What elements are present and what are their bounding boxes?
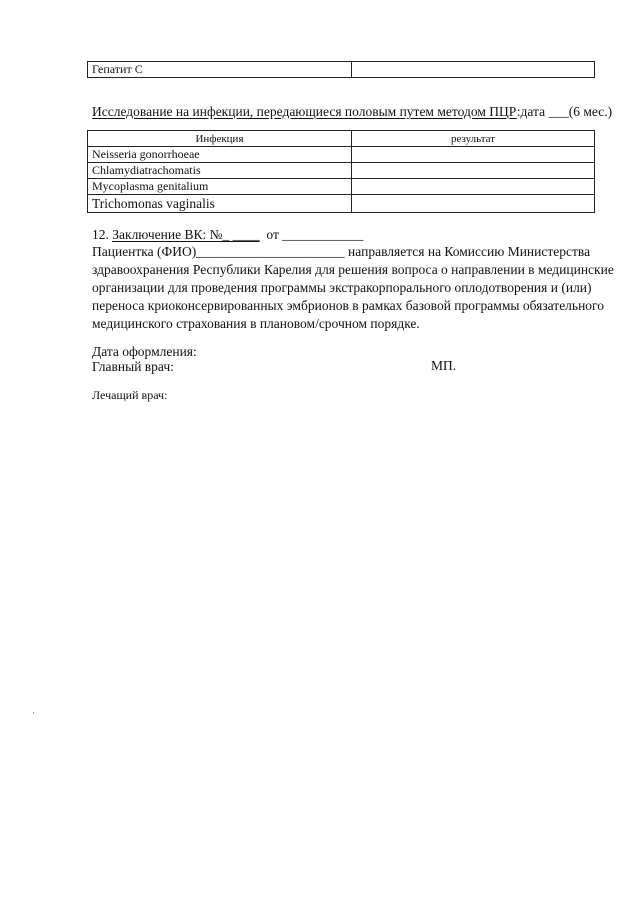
attending-doctor-label: Лечащий врач: <box>92 388 168 402</box>
row-value[interactable] <box>352 147 595 163</box>
conclusion-line-5: медицинского страхования в плановом/срочном порядке. <box>92 316 420 331</box>
conclusion-line-3: организации для проведения программы экстракорпорального оплодотворения и (или) <box>92 280 592 295</box>
infection-table <box>87 130 595 213</box>
table-row <box>88 62 595 78</box>
chief-doctor-label: Главный врач: <box>92 359 174 374</box>
table-row <box>88 147 595 163</box>
conclusion-date-blank: ____________ <box>282 227 364 242</box>
scan-speck <box>33 712 34 714</box>
row-value[interactable] <box>352 179 595 195</box>
row-label: Гепатит С <box>88 62 352 78</box>
date-label: Дата оформления: <box>92 344 197 359</box>
conclusion-line-2: здравоохранения Республики Карелия для решения вопроса о направлении в медицинские <box>92 262 614 277</box>
row-label: Mycoplasma genitalium <box>88 179 352 195</box>
row-value[interactable] <box>352 163 595 179</box>
conclusion-number-blank: _ ____ <box>222 227 260 242</box>
infection-table-header <box>88 131 595 147</box>
column-header-infection: Инфекция <box>88 131 352 147</box>
conclusion-number: 12. <box>92 227 113 242</box>
conclusion-heading <box>92 226 363 244</box>
row-label: Chlamydiatrachomatis <box>88 163 352 179</box>
table-row <box>88 195 595 213</box>
row-label: Trichomonas vaginalis <box>88 195 352 213</box>
row-value[interactable] <box>352 62 595 78</box>
stamp-placeholder: МП. <box>431 358 457 373</box>
pcr-section-title <box>92 104 612 120</box>
hepatitis-table <box>87 61 595 78</box>
conclusion-line-1: Пациентка (ФИО)______________________ направляется на Комиссию Министерства <box>92 244 591 259</box>
column-header-result: результат <box>352 131 595 147</box>
pcr-title-date: :дата ___(6 мес.) <box>516 104 613 119</box>
table-row <box>88 179 595 195</box>
conclusion-label: Заключение ВК: № <box>112 227 223 242</box>
row-label: Neisseria gonorrhoeae <box>88 147 352 163</box>
row-value[interactable] <box>352 195 595 213</box>
conclusion-line-4: переноса криоконсервированных эмбрионов в рамках базовой программы обязательного <box>92 298 605 313</box>
table-row <box>88 163 595 179</box>
conclusion-from-label: от <box>259 227 283 242</box>
pcr-title-underlined: Исследование на инфекции, передающиеся половым путем методом ПЦР <box>92 104 517 119</box>
